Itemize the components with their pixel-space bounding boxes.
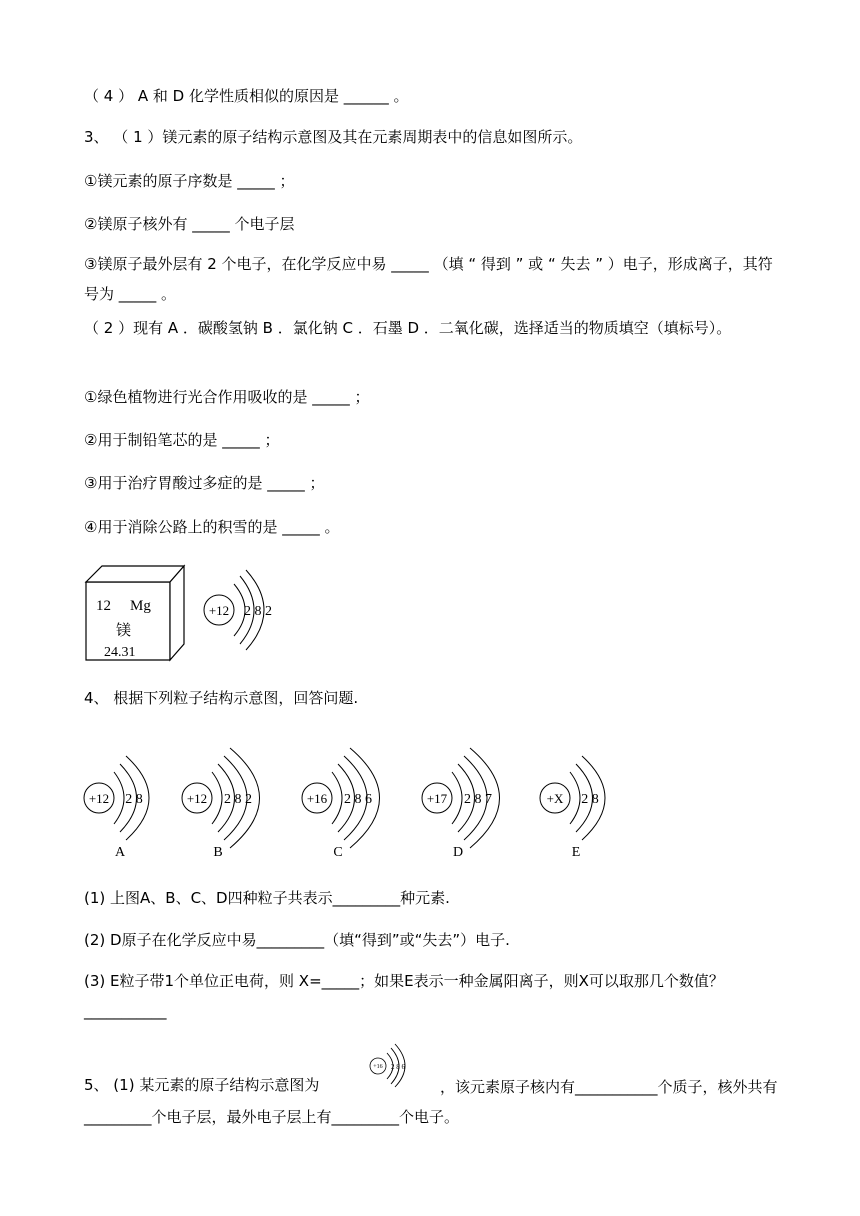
nucleus-charge: +12	[186, 791, 208, 806]
particle-label: E	[571, 845, 581, 860]
q4-intro: 4、 根据下列粒子结构示意图，回答问题.	[84, 689, 359, 707]
q3-a1: ①镁元素的原子序数是 _____ ；	[84, 172, 295, 190]
particle-label: B	[213, 845, 223, 860]
q3-a2: ②镁原子核外有 _____ 个电子层	[84, 215, 295, 233]
q4-s2: (2) D原子在化学反应中易_________（填“得到”或“失去”）电子.	[84, 931, 510, 949]
q3-part2: （ 2 ）现有 A ．碳酸氢钠 B ．氯化钠 C ．石墨 D ．二氧化碳，选择适当的物质填空（填标号）。	[84, 319, 732, 337]
particle-label: A	[114, 845, 126, 860]
nucleus-charge: +12	[88, 791, 110, 806]
shell-electrons: 2 8 2	[244, 604, 272, 619]
shell-electrons: 2 8 6	[391, 1063, 405, 1071]
nucleus-charge: +16	[306, 791, 328, 806]
nucleus-charge: +12	[208, 603, 230, 618]
nucleus-charge: +17	[426, 791, 448, 806]
particle-diagram-e	[538, 738, 648, 868]
q4-s3: (3) E粒子带1个单位正电荷，则 X=_____；如果E表示一种金属阳离子，则X可以取那几个数值？___________	[84, 972, 724, 1020]
q3-b3: ③用于治疗胃酸过多症的是 _____ ；	[84, 474, 325, 492]
mg-name: 镁	[116, 623, 132, 639]
shell-electrons: 2 8	[125, 792, 143, 807]
mg-symbol: Mg	[130, 598, 151, 614]
mg-atomic-number: 12	[96, 598, 111, 614]
particle-diagram-d	[420, 738, 530, 868]
q3-a3: ③镁原子最外层有 2 个电子，在化学反应中易 _____ （填 “ 得到 ” 或 “ 失去 ” ）电子，形成离子，其符号为 _____ 。	[84, 255, 773, 303]
particle-label: D	[452, 845, 464, 860]
q3-b2: ②用于制铅笔芯的是 _____ ；	[84, 431, 280, 449]
q5-text-after: ，该元素原子核内有___________个质子，核外共有_________个电子层，最外电子层上有_________个电子。	[84, 1078, 778, 1126]
shell-electrons: 2 8 6	[344, 792, 372, 807]
shell-electrons: 2 8	[581, 792, 599, 807]
q3-b1: ①绿色植物进行光合作用吸收的是 _____ ；	[84, 388, 370, 406]
q5-text-before: 5、 (1) 某元素的原子结构示意图为	[84, 1076, 320, 1094]
particle-label: C	[333, 845, 343, 860]
particle-diagram-c	[300, 738, 410, 868]
mg-element-cell	[80, 560, 190, 668]
q2-part4: （ 4 ） A 和 D 化学性质相似的原因是 ______ 。	[84, 87, 409, 105]
q4-s1: (1) 上图A、B、C、D四种粒子共表示_________种元素.	[84, 889, 450, 907]
mg-atom-diagram	[198, 556, 288, 660]
mg-atomic-mass: 24.31	[104, 645, 136, 660]
particle-diagram-b	[180, 738, 290, 868]
nucleus-charge: +16	[373, 1064, 383, 1070]
shell-electrons: 2 8 7	[464, 792, 492, 807]
particle-diagram-a	[82, 738, 192, 868]
nucleus-charge: +X	[546, 791, 564, 806]
shell-electrons: 2 8 2	[224, 792, 252, 807]
q3-intro: 3、 （ 1 ）镁元素的原子结构示意图及其在元素周期表中的信息如图所示。	[84, 128, 583, 146]
q3-b4: ④用于消除公路上的积雪的是 _____ 。	[84, 518, 340, 536]
